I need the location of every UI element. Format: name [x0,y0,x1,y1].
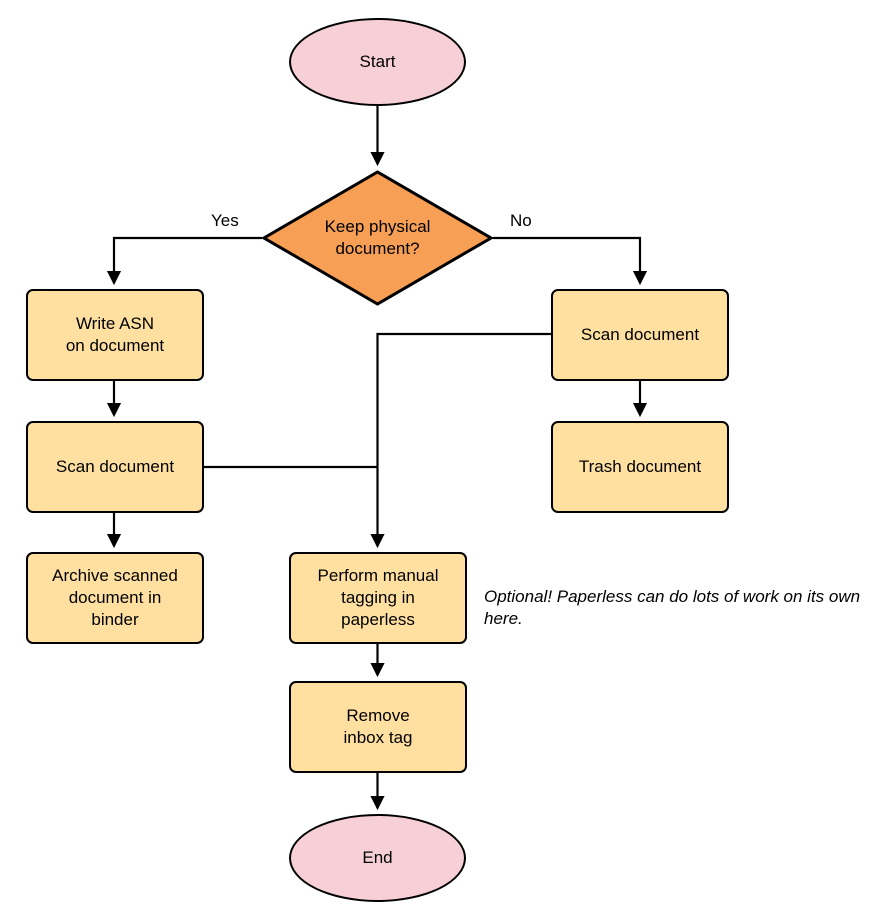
node-scan-document-right[interactable] [551,289,729,381]
node-start-label: Start [359,52,396,72]
node-scan-document-left-label: Scan document [55,457,175,477]
node-end-label: End [362,848,393,868]
edge-label-no: No [510,211,532,230]
node-scan-document-left[interactable] [26,421,204,513]
node-write-asn-label: Write ASN on document [65,314,165,355]
node-keep-physical-document-label: Keep physical document? [324,217,431,258]
node-manual-tagging[interactable] [289,552,467,644]
node-write-asn[interactable] [26,289,204,381]
node-archive-scanned-document[interactable] [26,552,204,644]
node-keep-physical-document[interactable] [262,170,493,306]
node-archive-scanned-document-label: Archive scanned document in binder [52,566,178,629]
node-end[interactable] [289,814,466,902]
node-trash-document-label: Trash document [578,457,702,477]
node-manual-tagging-label: Perform manual tagging in paperless [317,566,439,629]
node-start[interactable] [289,18,466,106]
node-scan-document-right-label: Scan document [580,325,700,345]
node-remove-inbox-tag-label: Remove inbox tag [343,706,413,747]
optional-note: Optional! Paperless can do lots of work on its own here. [484,587,861,629]
node-remove-inbox-tag[interactable] [289,681,467,773]
node-trash-document[interactable] [551,421,729,513]
edge-label-yes: Yes [211,211,239,230]
